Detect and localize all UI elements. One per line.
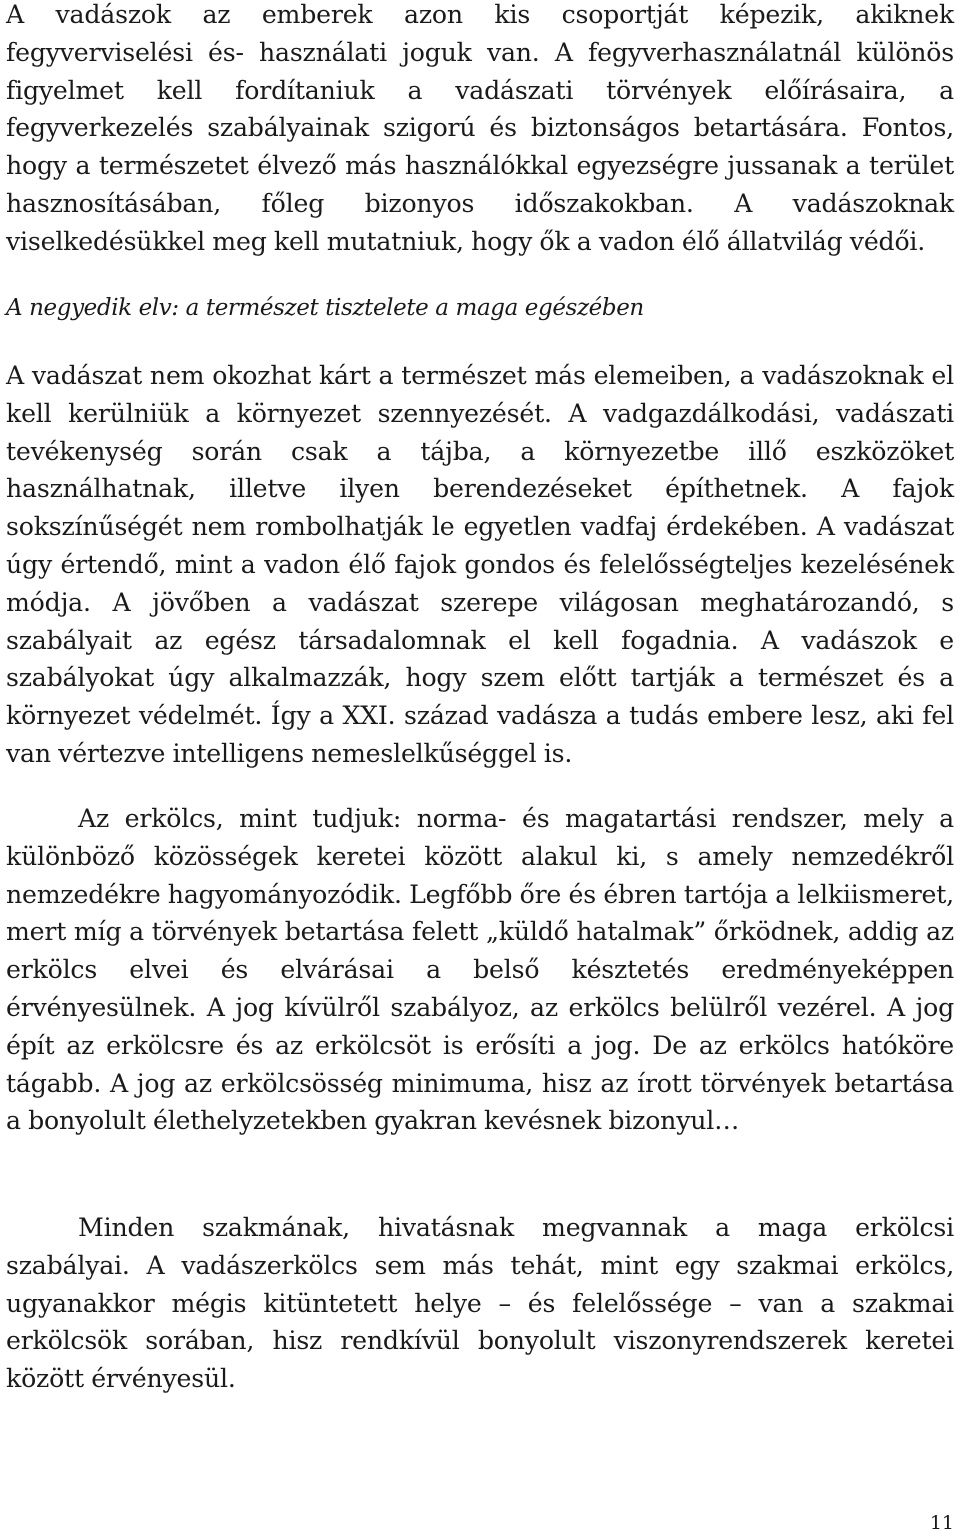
paragraph-nature-respect: A vadászat nem okozhat kárt a természet más elemeiben, a vadászoknak el kell kerülniük a környezet szennyezését. A vadgazdálkodási, vadászati tevékenység során csak a tájba, a környezetbe illő eszközöket használhatnak, illetve ilyen berendezéseket építhetnek. A fajok sokszínűségét nem rombolhatják le egyetlen vadfaj érdekében. A vadászat úgy értendő, mint a vadon élő fajok gondos és felelősségteljes kezelésének módja. A jövőben a vadászat szerepe világosan meghatározandó, s szabályait az egész társadalomnak el kell fogadnia. A vadászok e szabályokat úgy alkalmazzák, hogy szem előtt tartják a természet és a környezet védelmét. Így a XXI. század vadásza a tudás embere lesz, aki fel van vértezve intelligens nemeslelkűséggel is. [6,361,954,768]
paragraph-hunters-role: A vadászok az emberek azon kis csoportját képezik, akiknek fegyverviselési és- használati joguk van. A fegyverhasználatnál különös figyelmet kell fordítaniuk a vadászati törvények előírásaira, a fegyverkezelés szabályainak szigorú és biztonságos betartására. Fontos, hogy a természetet élvező más használókkal egyezségre jussanak a terület hasznosításában, főleg bizonyos időszakokban. A vadászoknak viselkedésükkel meg kell mutatniuk, hogy ők a vadon élő állatvilág védői. [6,0,954,256]
paragraph-morality: Az erkölcs, mint tudjuk: norma- és magatartási rendszer, mely a különböző közösségek keretei között alakul ki, s amely nemzedékről nemzedékre hagyományozódik. Legfőbb őre és ébren tartója a lelkiismeret, mert míg a törvények betartása felett „küldő hatalmak” őrködnek, addig az erkölcs elvei és elvárásai a belső késztetés eredményeképpen érvényesülnek. A jog kívülről szabályoz, az erkölcs belülről vezérel. A jog épít az erkölcsre és az erkölcsöt is erősíti a jog. De az erkölcs hatóköre tágabb. A jog az erkölcsösség minimuma, hisz az írott törvények betartása a bonyolult élethelyzetekben gyakran kevésnek bizonyul… [6,804,954,1136]
page-number: 11 [929,1512,954,1534]
section-heading-fourth-principle: A negyedik elv: a természet tisztelete a maga egészében [6,295,644,321]
paragraph-hunting-ethics: Minden szakmának, hivatásnak megvannak a maga erkölcsi szabályai. A vadászerkölcs sem más tehát, mint egy szakmai erkölcs, ugyanakkor mégis kitüntetett helye – és felelőssége – van a szakmai erkölcsök sorában, hisz rendkívül bonyolult viszonyrendszerek keretei között érvényesül. [6,1213,954,1394]
